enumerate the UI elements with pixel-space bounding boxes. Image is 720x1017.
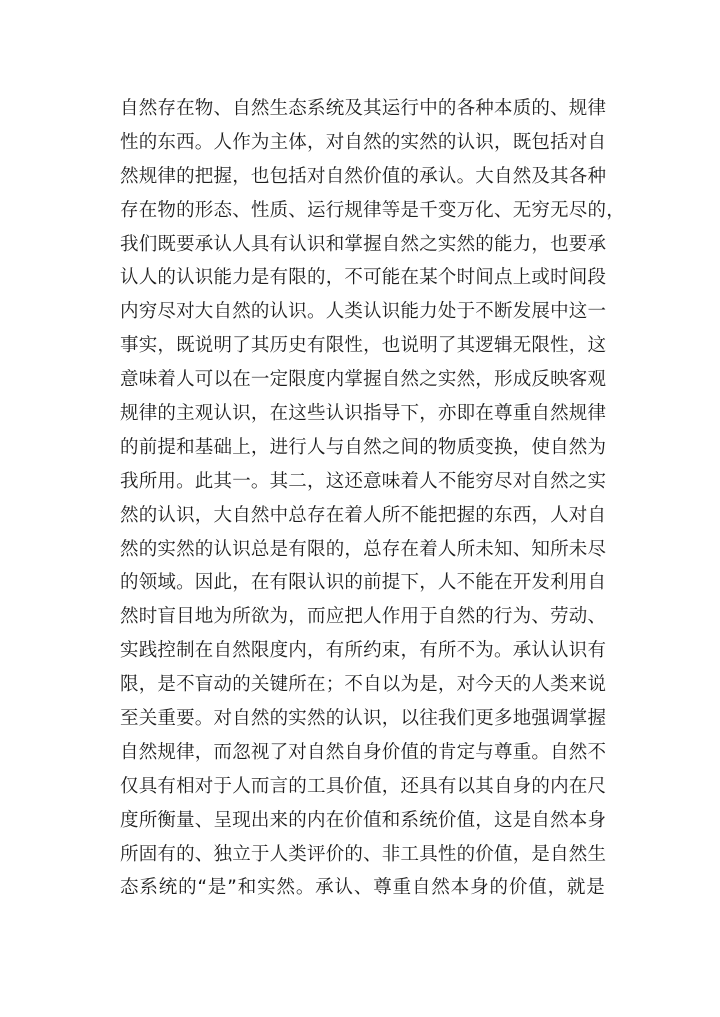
text-line: 然时盲目地为所欲为，而应把人作用于自然的行为、劳动、	[120, 606, 607, 628]
text-line: 事实，既说明了其历史有限性，也说明了其逻辑无限性，这	[120, 335, 607, 357]
text-line: 意味着人可以在一定限度内掌握自然之实然，形成反映客观	[120, 369, 607, 391]
text-line: 我所用。此其一。其二，这还意味着人不能穷尽对自然之实	[120, 470, 607, 492]
text-line: 自然规律，而忽视了对自然自身价值的肯定与尊重。自然不	[120, 741, 607, 763]
text-line: 仅具有相对于人而言的工具价值，还具有以其自身的内在尺	[120, 775, 607, 797]
text-line: 然规律的把握，也包括对自然价值的承认。大自然及其各种	[120, 165, 607, 187]
text-line: 存在物的形态、性质、运行规律等是千变万化、无穷无尽的，	[120, 199, 625, 221]
text-line: 然的实然的认识总是有限的，总存在着人所未知、知所未尽	[120, 538, 607, 560]
text-line: 限，是不盲动的关键所在；不自以为是，对今天的人类来说	[120, 674, 607, 696]
text-line: 自然存在物、自然生态系统及其运行中的各种本质的、规律	[120, 98, 607, 119]
text-line: 我们既要承认人具有认识和掌握自然之实然的能力，也要承	[120, 233, 607, 255]
text-line: 态系统的“是”和实然。承认、尊重自然本身的价值，就是	[120, 877, 605, 899]
text-line: 所固有的、独立于人类评价的、非工具性的价值，是自然生	[120, 843, 607, 865]
text-line: 的领域。因此，在有限认识的前提下，人不能在开发利用自	[120, 572, 607, 594]
text-line: 内穷尽对大自然的认识。人类认识能力处于不断发展中这一	[120, 301, 607, 323]
text-line: 规律的主观认识，在这些认识指导下，亦即在尊重自然规律	[120, 403, 607, 425]
text-line: 的前提和基础上，进行人与自然之间的物质变换，使自然为	[120, 436, 607, 458]
body-paragraph	[120, 92, 625, 905]
text-line: 性的东西。人作为主体，对自然的实然的认识，既包括对自	[120, 131, 607, 153]
text-line: 度所衡量、呈现出来的内在价值和系统价值，这是自然本身	[120, 809, 607, 831]
text-line: 认人的认识能力是有限的，不可能在某个时间点上或时间段	[120, 267, 607, 289]
text-line: 至关重要。对自然的实然的认识，以往我们更多地强调掌握	[120, 708, 607, 730]
text-line: 实践控制在自然限度内，有所约束，有所不为。承认认识有	[120, 640, 607, 662]
text-line: 然的认识，大自然中总存在着人所不能把握的东西，人对自	[120, 504, 607, 526]
